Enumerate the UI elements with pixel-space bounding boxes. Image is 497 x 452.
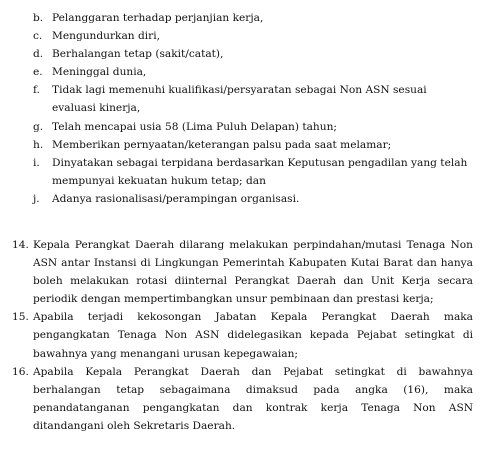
- list-item: [0, 81, 472, 117]
- list-item-text: Pelanggaran terhadap perjanjian kerja,: [52, 12, 264, 24]
- list-item-text: Tidak lagi memenuhi kualifikasi/persyaratan sebagai Non ASN sesuai evaluasi kinerja,: [52, 84, 427, 115]
- lettered-list: [0, 9, 497, 208]
- list-item-text: Berhalangan tetap (sakit/catat),: [52, 48, 224, 61]
- numbered-item-text: Apabila Kepala Perangkat Daerah dan Pejabat setingkat di bawahnya berhalangan tetap sebagaimana dimaksud pada angka (16), maka penandatanganan pengangkatan dan kontrak kerja Tenaga Non ASN ditandangani oleh Sekretaris Daerah.: [33, 365, 473, 432]
- list-item: [0, 136, 472, 154]
- numbered-item-text: Apabila terjadi kekosongan Jabatan Kepala Perangkat Daerah maka pengangkatan Tenaga Non ASN didelegasikan kepada Pejabat setingkat di bawahnya yang menangani urusan kepegawaian;: [33, 311, 473, 360]
- list-item-text: Memberikan pernyaatan/keterangan palsu pada saat melamar;: [52, 138, 392, 151]
- list-marker: e.: [33, 66, 43, 79]
- list-item-text: Adanya rasionalisasi/perampingan organisasi.: [52, 192, 300, 205]
- list-item: [0, 27, 472, 45]
- list-marker: c.: [33, 30, 43, 43]
- list-marker: b.: [33, 12, 44, 24]
- list-item-text: Dinyatakan sebagai terpidana berdasarkan Keputusan pengadilan yang telah mempunyai kekuatan hukum tetap; dan: [52, 156, 468, 187]
- numbered-item: [0, 363, 473, 435]
- list-marker: d.: [33, 48, 44, 61]
- list-marker: i.: [33, 156, 40, 169]
- numbered-item: [0, 236, 473, 308]
- list-item: [0, 190, 472, 208]
- list-marker: j.: [33, 192, 40, 205]
- numbered-item-text: Kepala Perangkat Daerah dilarang melakukan perpindahan/mutasi Tenaga Non ASN antar Instansi di Lingkungan Pemerintah Kabupaten Kutai Barat dan hanya boleh melakukan rotasi diinternal Perangkat Daerah dan Unit Kerja secara periodik dengan mempertimbangkan unsur pembinaan dan prestasi kerja;: [33, 239, 473, 306]
- list-item: [0, 154, 472, 190]
- list-item: [0, 9, 472, 27]
- list-item-text: Telah mencapai usia 58 (Lima Puluh Delapan) tahun;: [52, 120, 337, 133]
- list-item-text: Meninggal dunia,: [52, 66, 147, 79]
- numbered-list: [0, 236, 497, 435]
- item-number: 15.: [12, 311, 29, 324]
- item-number: 16.: [12, 365, 29, 378]
- list-item: [0, 63, 472, 81]
- list-item: [0, 45, 472, 63]
- list-marker: h.: [33, 138, 44, 151]
- numbered-item: [0, 308, 473, 362]
- list-item: [0, 118, 472, 136]
- item-number: 14.: [12, 239, 29, 251]
- list-marker: g.: [33, 120, 44, 133]
- list-item-text: Mengundurkan diri,: [52, 30, 160, 43]
- list-marker: f.: [33, 84, 40, 97]
